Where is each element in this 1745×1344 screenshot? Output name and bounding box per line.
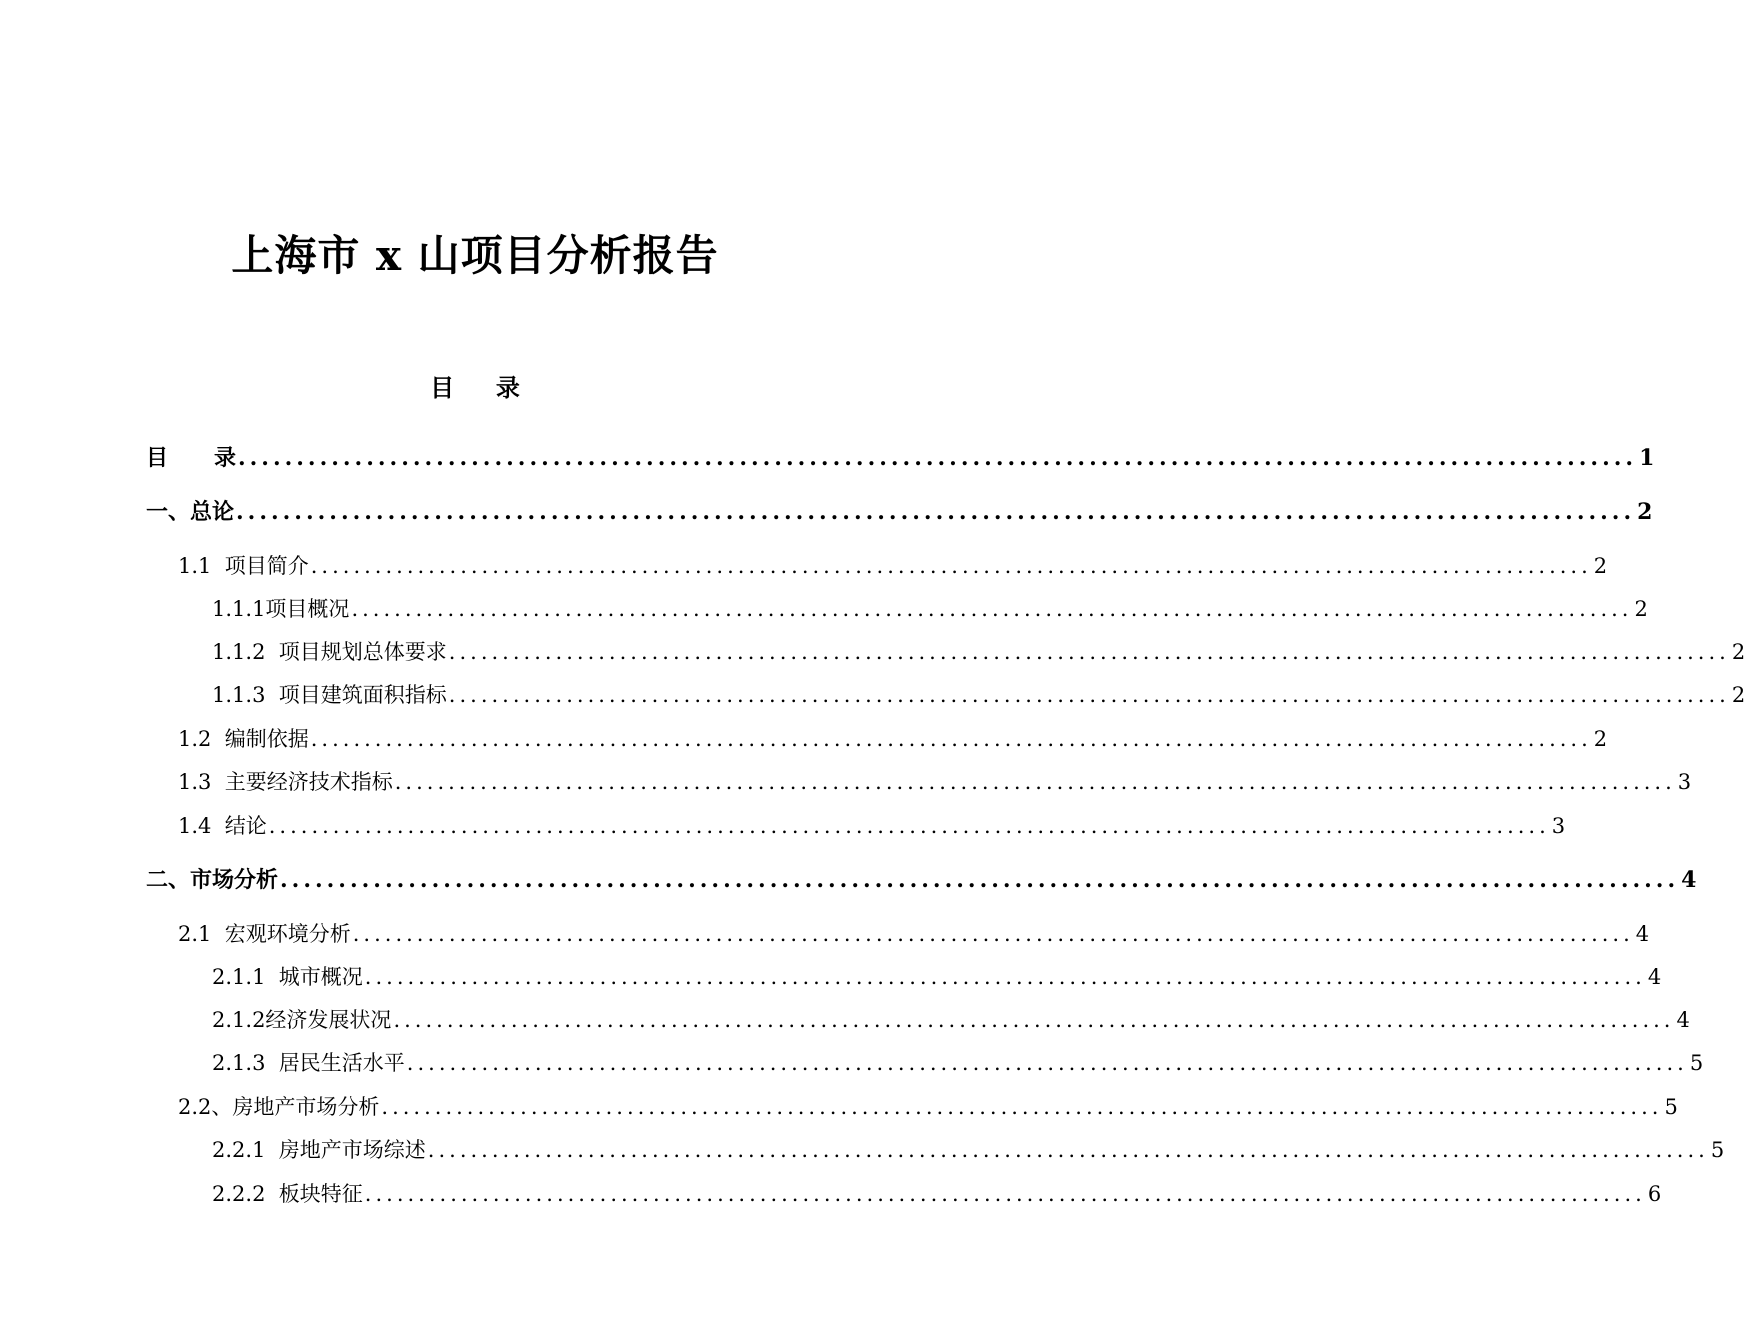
toc-entry-label: 1.1.1项目概况 <box>212 597 350 621</box>
toc-dot-leader: ........................................................................................................................ <box>236 499 1636 525</box>
toc-dot-leader: ........................................................................................................................ <box>393 1008 1675 1032</box>
toc-dot-leader: ........................................................................................................................ <box>406 1051 1688 1075</box>
toc-entry-page-number: 1 <box>1639 445 1655 471</box>
toc-entry-label: 2.1 宏观环境分析 <box>178 922 351 946</box>
toc-dot-leader: ........................................................................................................................ <box>351 597 1633 621</box>
toc-entry-label: 2.2、房地产市场分析 <box>178 1095 380 1119</box>
toc-entry[interactable] <box>178 719 1608 759</box>
toc-dot-leader: ........................................................................................................................ <box>364 1182 1646 1206</box>
document-title: 上海市 x 山项目分析报告 <box>231 231 719 281</box>
toc-entry[interactable] <box>212 1043 1704 1083</box>
toc-dot-leader: ........................................................................................................................ <box>280 867 1680 893</box>
toc-entry-label: 2.2.2 板块特征 <box>212 1182 363 1206</box>
toc-entry[interactable] <box>146 438 1655 478</box>
toc-dot-leader: ........................................................................................................................ <box>237 445 1638 471</box>
toc-dot-leader: ........................................................................................................................ <box>352 922 1634 946</box>
toc-entry-label: 1.2 编制依据 <box>178 727 309 751</box>
toc-dot-leader: ........................................................................................................................ <box>448 683 1730 707</box>
toc-entry-page-number: 5 <box>1664 1095 1678 1119</box>
toc-entry-page-number: 5 <box>1710 1138 1725 1162</box>
toc-entry-page-number: 3 <box>1677 770 1692 794</box>
toc-entry-page-number: 2 <box>1593 554 1608 578</box>
toc-entry-page-number: 2 <box>1637 499 1653 525</box>
toc-entry[interactable] <box>212 675 1745 715</box>
toc-dot-leader: ........................................................................................................................ <box>448 640 1730 664</box>
toc-dot-leader: ........................................................................................................................ <box>364 965 1646 989</box>
toc-entry-page-number: 3 <box>1551 814 1566 838</box>
toc-entry[interactable] <box>178 546 1608 586</box>
toc-dot-leader: ........................................................................................................................ <box>394 770 1676 794</box>
toc-entry-page-number: 4 <box>1681 867 1697 893</box>
toc-entry[interactable] <box>178 1087 1678 1127</box>
toc-dot-leader: ........................................................................................................................ <box>310 554 1592 578</box>
toc-entry[interactable] <box>212 957 1662 997</box>
toc-entry-label: 目 录 <box>146 445 236 471</box>
toc-entry[interactable] <box>212 1130 1725 1170</box>
toc-entry-label: 1.1.3 项目建筑面积指标 <box>212 683 447 707</box>
toc-entry[interactable] <box>178 762 1692 802</box>
toc-entry[interactable] <box>212 589 1648 629</box>
toc-entry-page-number: 6 <box>1647 1182 1662 1206</box>
toc-entry-page-number: 5 <box>1689 1051 1704 1075</box>
toc-entry-page-number: 2 <box>1731 683 1745 707</box>
toc-entry-label: 2.1.1 城市概况 <box>212 965 363 989</box>
toc-entry[interactable] <box>212 1174 1662 1214</box>
table-of-contents <box>0 438 1745 1238</box>
toc-entry-label: 2.1.3 居民生活水平 <box>212 1051 405 1075</box>
toc-entry-label: 1.1 项目简介 <box>178 554 309 578</box>
toc-entry-page-number: 2 <box>1731 640 1745 664</box>
toc-entry-page-number: 4 <box>1676 1008 1690 1032</box>
toc-entry-label: 2.2.1 房地产市场综述 <box>212 1138 426 1162</box>
toc-dot-leader: ........................................................................................................................ <box>427 1138 1709 1162</box>
toc-heading: 目 录 <box>430 373 520 402</box>
toc-dot-leader: ........................................................................................................................ <box>381 1095 1663 1119</box>
toc-entry-label: 一、总论 <box>146 499 235 525</box>
toc-entry-page-number: 2 <box>1593 727 1608 751</box>
toc-dot-leader: ........................................................................................................................ <box>268 814 1550 838</box>
toc-entry[interactable] <box>146 492 1653 532</box>
toc-entry-page-number: 2 <box>1634 597 1648 621</box>
toc-entry-label: 1.1.2 项目规划总体要求 <box>212 640 447 664</box>
toc-entry-page-number: 4 <box>1647 965 1662 989</box>
toc-entry[interactable] <box>178 806 1566 846</box>
toc-entry[interactable] <box>212 632 1745 672</box>
toc-dot-leader: ........................................................................................................................ <box>310 727 1592 751</box>
toc-entry-label: 2.1.2经济发展状况 <box>212 1008 392 1032</box>
toc-entry-label: 1.3 主要经济技术指标 <box>178 770 393 794</box>
toc-entry[interactable] <box>178 914 1650 954</box>
toc-entry-page-number: 4 <box>1635 922 1650 946</box>
toc-entry[interactable] <box>146 860 1697 900</box>
toc-entry-label: 1.4 结论 <box>178 814 267 838</box>
toc-entry-label: 二、市场分析 <box>146 867 279 893</box>
toc-entry[interactable] <box>212 1000 1690 1040</box>
